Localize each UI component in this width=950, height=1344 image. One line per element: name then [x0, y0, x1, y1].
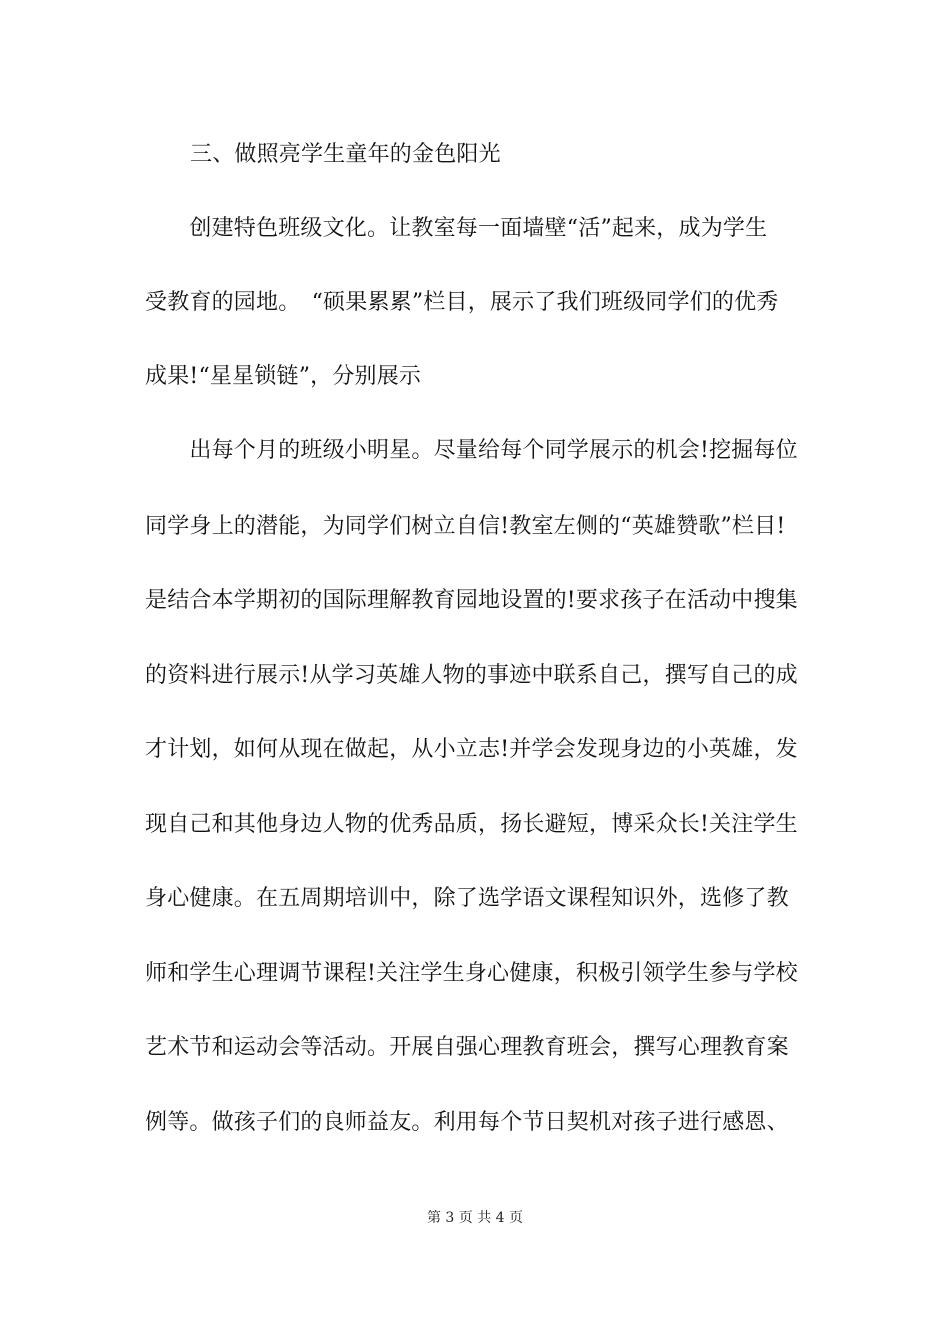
paragraph-line: 现自己和其他身边人物的优秀品质，扬长避短，博采众长!关注学生: [145, 812, 798, 837]
paragraph-line: 是结合本学期初的国际理解教育园地设置的!要求孩子在活动中搜集: [145, 588, 798, 613]
paragraph-line: 身心健康。在五周期培训中，除了选学语文课程知识外，选修了教: [145, 886, 789, 911]
paragraph-line: 创建特色班级文化。让教室每一面墙壁“活”起来，成为学生: [145, 216, 768, 241]
paragraph-line: 艺术节和运动会等活动。开展自强心理教育班会，撰写心理教育案: [145, 1035, 789, 1060]
paragraph-line: 成果!“星星锁链”，分别展示: [145, 364, 422, 389]
paragraph-line: 出每个月的班级小明星。尽量给每个同学展示的机会!挖掘每位: [145, 438, 798, 463]
paragraph-line: 同学身上的潜能，为同学们树立自信!教室左侧的“英雄赞歌”栏目!: [145, 514, 786, 539]
paragraph-line: 受教育的园地。 “硕果累累”栏目，展示了我们班级同学们的优秀: [145, 290, 779, 315]
paragraph-line: 的资料进行展示!从学习英雄人物的事迹中联系自己，撰写自己的成: [145, 663, 798, 688]
paragraph-line: 师和学生心理调节课程!关注学生身心健康，积极引领学生参与学校: [145, 961, 798, 986]
paragraph-line: 才计划，如何从现在做起，从小立志!并学会发现身边的小英雄，发: [145, 737, 798, 762]
page-number: 第 3 页 共 4 页: [426, 1210, 524, 1226]
section-heading: 三、做照亮学生童年的金色阳光: [190, 142, 501, 167]
paragraph-line: 例等。做孩子们的良师益友。利用每个节日契机对孩子进行感恩、: [145, 1110, 789, 1135]
